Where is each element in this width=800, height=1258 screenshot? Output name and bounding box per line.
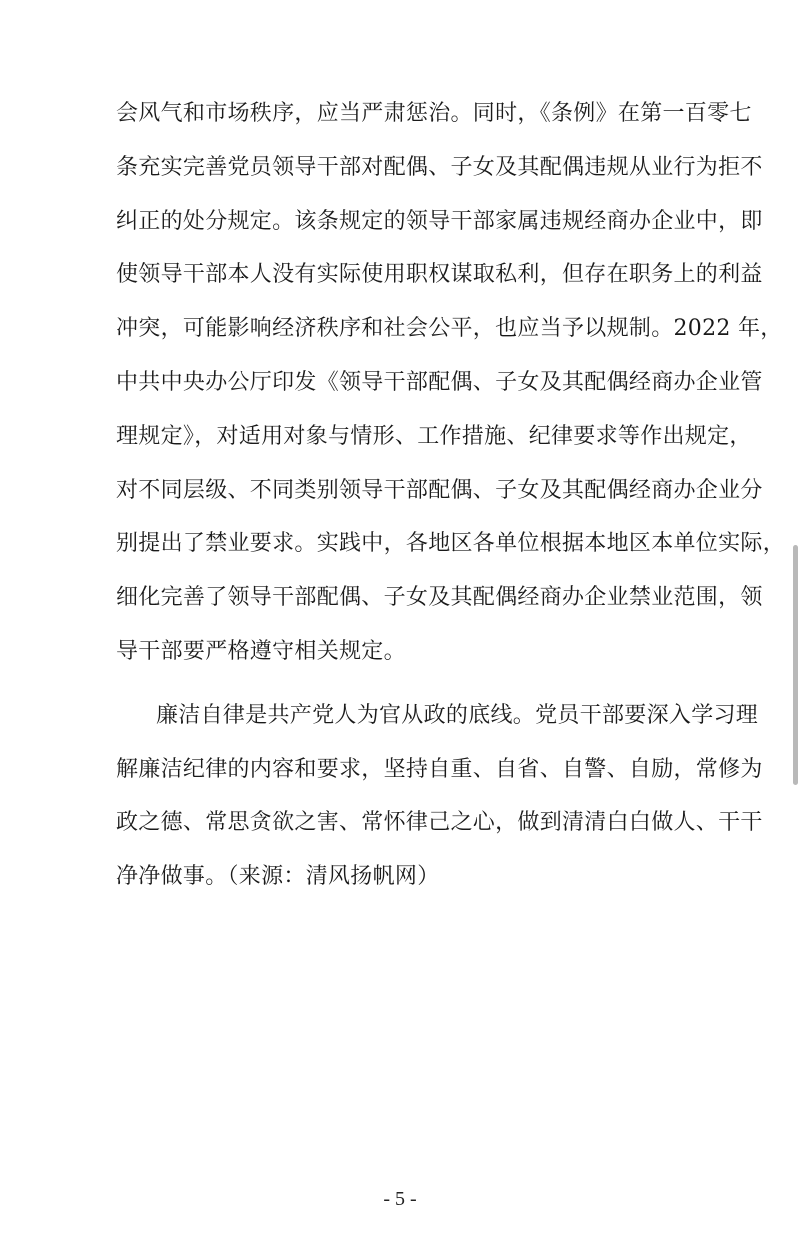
text-line: 廉洁自律是共产党人为官从政的底线。党员干部要深入学习理 — [156, 702, 759, 728]
text-line: 理规定》，对适用对象与情形、工作措施、纪律要求等作出规定， — [116, 423, 752, 449]
paragraph — [116, 94, 786, 686]
text-line: 导干部要严格遵守相关规定。 — [116, 638, 406, 664]
text-line: 对不同层级、不同类别领导干部配偶、子女及其配偶经商办企业分 — [116, 477, 763, 503]
text-line: 解廉洁纪律的内容和要求，坚持自重、自省、自警、自励，常修为 — [116, 756, 763, 782]
text-line: 政之德、常思贪欲之害、常怀律己之心，做到清清白白做人、干干 — [116, 810, 763, 836]
text-line: 使领导干部本人没有实际使用职权谋取私利，但存在职务上的利益 — [116, 262, 763, 288]
text-line: 中共中央办公厅印发《领导干部配偶、子女及其配偶经商办企业管 — [116, 369, 763, 395]
scrollbar-thumb[interactable] — [793, 545, 798, 785]
text-line: 别提出了禁业要求。实践中，各地区各单位根据本地区本单位实际， — [116, 531, 786, 557]
paragraph — [116, 696, 763, 911]
text-line: 纠正的处分规定。该条规定的领导干部家属违规经商办企业中，即 — [116, 208, 763, 234]
text-line: 细化完善了领导干部配偶、子女及其配偶经商办企业禁业范围，领 — [116, 585, 763, 611]
text-line: 冲突，可能影响经济秩序和社会公平，也应当予以规制。2022 年， — [116, 316, 783, 342]
text-line: 条充实完善党员领导干部对配偶、子女及其配偶违规从业行为拒不 — [116, 154, 763, 180]
text-line: 净净做事。（来源：清风扬帆网） — [116, 864, 440, 890]
document-body — [116, 94, 786, 911]
text-line: 会风气和市场秩序，应当严肃惩治。同时，《条例》在第一百零七 — [116, 101, 752, 126]
page-number: - 5 - — [383, 1188, 417, 1210]
scrollbar[interactable] — [790, 0, 800, 1258]
